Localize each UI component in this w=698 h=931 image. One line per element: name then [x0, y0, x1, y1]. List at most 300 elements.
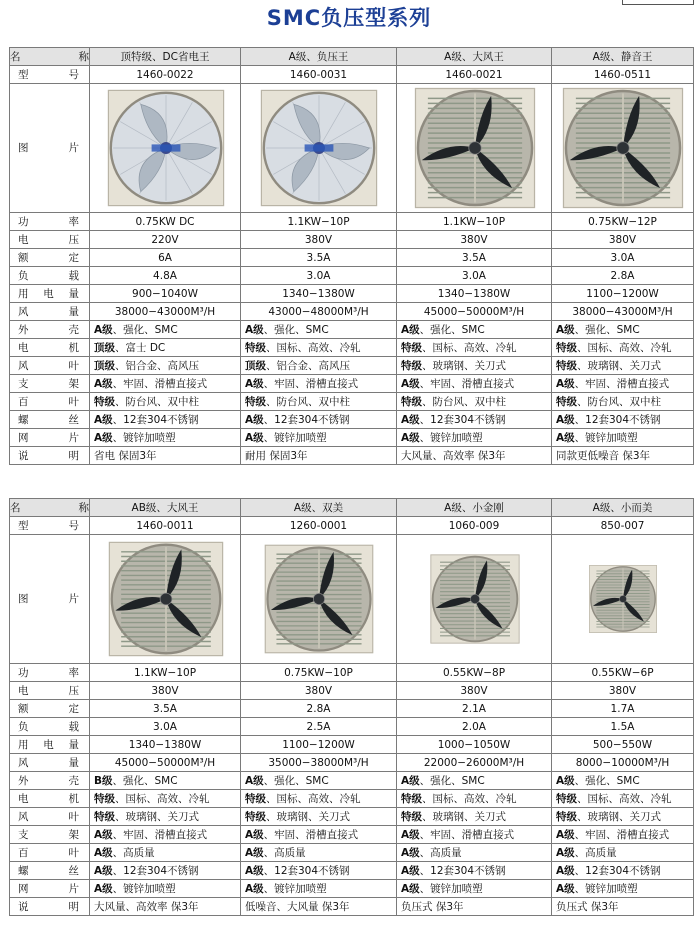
spec-detail: 、12套304不锈钢 — [112, 864, 199, 877]
spec-blade — [90, 808, 241, 826]
spec-consumption: 1340−1380W — [90, 736, 241, 754]
spec-row-power — [10, 664, 694, 682]
spec-detail: 、强化、SMC — [112, 323, 178, 336]
spec-detail: 、国标、高效、冷轧 — [266, 792, 361, 805]
spec-row-net — [10, 429, 694, 447]
spec-airflow: 8000−10000M³/H — [552, 754, 694, 772]
spec-rated: 1.7A — [552, 700, 694, 718]
spec-detail: 、铝合金、高风压 — [115, 359, 199, 372]
spec-shell — [90, 772, 241, 790]
grade-text: A级 — [245, 431, 264, 444]
spec-voltage: 380V — [552, 231, 694, 249]
spec-row-power — [10, 213, 694, 231]
spec-detail: 、强化、SMC — [263, 323, 329, 336]
spec-model: 1460-0022 — [90, 66, 241, 84]
spec-motor — [397, 790, 552, 808]
spec-table-1 — [9, 47, 694, 465]
spec-load: 2.5A — [241, 718, 397, 736]
spec-detail: 、玻璃钢、关刀式 — [577, 359, 661, 372]
spec-airflow: 38000−43000M³/H — [552, 303, 694, 321]
grade-text: A级 — [94, 323, 113, 336]
spec-airflow: 22000−26000M³/H — [397, 754, 552, 772]
fan-image — [552, 535, 694, 664]
grade-text: 特级 — [556, 792, 577, 805]
spec-row-airflow — [10, 303, 694, 321]
spec-voltage: 380V — [397, 231, 552, 249]
row-label: 电机 — [10, 790, 90, 808]
grade-text: A级 — [401, 413, 420, 426]
spec-detail: 、强化、SMC — [112, 774, 178, 787]
spec-row-blade — [10, 357, 694, 375]
spec-detail: 、玻璃钢、关刀式 — [577, 810, 661, 823]
spec-name: A级、小而美 — [552, 499, 694, 517]
spec-detail: 、牢固、滑槽直接式 — [574, 828, 670, 841]
row-label: 名称 — [10, 48, 90, 66]
spec-airflow: 45000−50000M³/H — [397, 303, 552, 321]
spec-load: 3.0A — [241, 267, 397, 285]
spec-detail: 、镀锌加喷塑 — [263, 431, 327, 444]
spec-note: 大风量、高效率 保3年 — [90, 898, 241, 916]
spec-net — [552, 429, 694, 447]
spec-motor — [552, 339, 694, 357]
spec-row-model — [10, 517, 694, 535]
spec-detail: 、强化、SMC — [263, 774, 329, 787]
spec-bracket — [90, 826, 241, 844]
spec-power: 1.1KW−10P — [90, 664, 241, 682]
spec-power: 0.75KW−12P — [552, 213, 694, 231]
spec-note: 低噪音、大风量 保3年 — [241, 898, 397, 916]
fan-image — [241, 535, 397, 664]
spec-detail: 、牢固、滑槽直接式 — [112, 828, 208, 841]
grade-text: 特级 — [401, 810, 422, 823]
row-label: 电机 — [10, 339, 90, 357]
grade-text: 特级 — [556, 395, 577, 408]
grade-text: 顶级 — [94, 341, 115, 354]
spec-net — [241, 880, 397, 898]
row-label: 螺丝 — [10, 862, 90, 880]
spec-screw — [90, 862, 241, 880]
spec-detail: 、高质量 — [419, 846, 462, 859]
spec-detail: 、12套304不锈钢 — [574, 413, 661, 426]
row-label: 型号 — [10, 517, 90, 535]
grade-text: A级 — [401, 774, 420, 787]
spec-louver — [241, 844, 397, 862]
spec-table-2 — [9, 498, 694, 916]
spec-consumption: 500−550W — [552, 736, 694, 754]
spec-row-blade — [10, 808, 694, 826]
spec-load: 2.0A — [397, 718, 552, 736]
spec-shell — [241, 321, 397, 339]
grade-text: 特级 — [556, 359, 577, 372]
spec-consumption: 1100−1200W — [552, 285, 694, 303]
spec-row-note — [10, 898, 694, 916]
spec-detail: 、牢固、滑槽直接式 — [419, 828, 515, 841]
spec-detail: 、国标、高效、冷轧 — [577, 792, 672, 805]
spec-power: 0.75KW−10P — [241, 664, 397, 682]
spec-row-airflow — [10, 754, 694, 772]
spec-power: 0.55KW−8P — [397, 664, 552, 682]
spec-airflow: 35000−38000M³/H — [241, 754, 397, 772]
grade-text: A级 — [401, 377, 420, 390]
grade-text: A级 — [556, 431, 575, 444]
spec-net — [90, 429, 241, 447]
spec-detail: 、牢固、滑槽直接式 — [574, 377, 670, 390]
spec-detail: 、国标、高效、冷轧 — [422, 792, 517, 805]
spec-motor — [241, 790, 397, 808]
row-label: 图片 — [10, 535, 90, 664]
spec-blade — [552, 808, 694, 826]
spec-louver — [90, 844, 241, 862]
spec-model: 1460-0011 — [90, 517, 241, 535]
spec-rated: 3.5A — [241, 249, 397, 267]
spec-net — [552, 880, 694, 898]
grade-text: 顶级 — [245, 359, 266, 372]
grade-text: A级 — [94, 882, 113, 895]
spec-blade — [241, 357, 397, 375]
spec-name: A级、大风王 — [397, 48, 552, 66]
grade-text: A级 — [401, 864, 420, 877]
row-label: 用电量 — [10, 285, 90, 303]
spec-louver — [90, 393, 241, 411]
spec-rated: 6A — [90, 249, 241, 267]
spec-motor — [90, 339, 241, 357]
spec-detail: 、防台风、双中柱 — [266, 395, 350, 408]
spec-row-image — [10, 535, 694, 664]
spec-shell — [397, 772, 552, 790]
spec-model: 1060-009 — [397, 517, 552, 535]
spec-shell — [241, 772, 397, 790]
spec-detail: 、国标、高效、冷轧 — [422, 341, 517, 354]
row-label: 螺丝 — [10, 411, 90, 429]
spec-louver — [397, 393, 552, 411]
spec-power: 1.1KW−10P — [241, 213, 397, 231]
spec-load: 1.5A — [552, 718, 694, 736]
spec-row-louver — [10, 844, 694, 862]
row-label: 网片 — [10, 880, 90, 898]
spec-detail: 、镀锌加喷塑 — [112, 882, 176, 895]
grade-text: 特级 — [401, 341, 422, 354]
spec-power: 0.75KW DC — [90, 213, 241, 231]
spec-shell — [552, 772, 694, 790]
spec-row-shell — [10, 772, 694, 790]
spec-voltage: 380V — [241, 682, 397, 700]
grade-text: A级 — [401, 882, 420, 895]
fan-image — [90, 535, 241, 664]
spec-name: AB级、大风王 — [90, 499, 241, 517]
spec-model: 1460-0031 — [241, 66, 397, 84]
fan-image — [90, 84, 241, 213]
grade-text: A级 — [94, 864, 113, 877]
spec-motor — [90, 790, 241, 808]
spec-consumption: 1100−1200W — [241, 736, 397, 754]
spec-row-name — [10, 48, 694, 66]
row-label: 型号 — [10, 66, 90, 84]
spec-detail: 、国标、高效、冷轧 — [266, 341, 361, 354]
spec-motor — [241, 339, 397, 357]
fan-picture — [106, 88, 226, 208]
grade-text: A级 — [556, 828, 575, 841]
fan-picture — [259, 88, 379, 208]
fan-picture — [413, 86, 537, 210]
grade-text: A级 — [401, 323, 420, 336]
spec-screw — [397, 862, 552, 880]
grade-text: A级 — [556, 774, 575, 787]
spec-motor — [552, 790, 694, 808]
spec-bracket — [241, 375, 397, 393]
spec-detail: 、牢固、滑槽直接式 — [112, 377, 208, 390]
grade-text: A级 — [556, 413, 575, 426]
spec-detail: 、12套304不锈钢 — [112, 413, 199, 426]
spec-voltage: 380V — [241, 231, 397, 249]
fan-picture — [104, 540, 228, 658]
row-label: 说明 — [10, 447, 90, 465]
grade-text: A级 — [401, 828, 420, 841]
grade-text: A级 — [245, 882, 264, 895]
spec-note: 省电 保固3年 — [90, 447, 241, 465]
spec-row-screw — [10, 862, 694, 880]
spec-row-consumption — [10, 736, 694, 754]
grade-text: A级 — [94, 377, 113, 390]
fan-picture — [427, 553, 523, 645]
spec-voltage: 380V — [90, 682, 241, 700]
spec-row-voltage — [10, 231, 694, 249]
row-label: 图片 — [10, 84, 90, 213]
grade-text: 特级 — [401, 395, 422, 408]
grade-text: A级 — [94, 431, 113, 444]
grade-text: A级 — [401, 431, 420, 444]
row-label: 风量 — [10, 754, 90, 772]
spec-detail: 、防台风、双中柱 — [115, 395, 199, 408]
spec-detail: 、镀锌加喷塑 — [419, 431, 483, 444]
spec-net — [397, 429, 552, 447]
grade-text: A级 — [245, 828, 264, 841]
spec-rated: 2.8A — [241, 700, 397, 718]
spec-consumption: 900−1040W — [90, 285, 241, 303]
spec-detail: 、防台风、双中柱 — [577, 395, 661, 408]
grade-text: 特级 — [401, 792, 422, 805]
spec-load: 4.8A — [90, 267, 241, 285]
spec-detail: 、国标、高效、冷轧 — [115, 792, 210, 805]
grade-text: A级 — [94, 413, 113, 426]
spec-row-load — [10, 267, 694, 285]
spec-row-bracket — [10, 826, 694, 844]
grade-text: 特级 — [94, 792, 115, 805]
grade-text: A级 — [94, 846, 113, 859]
spec-bracket — [90, 375, 241, 393]
spec-blade — [241, 808, 397, 826]
row-label: 风叶 — [10, 808, 90, 826]
spec-detail: 、镀锌加喷塑 — [263, 882, 327, 895]
spec-net — [90, 880, 241, 898]
grade-text: A级 — [245, 864, 264, 877]
spec-detail: 、12套304不锈钢 — [419, 864, 506, 877]
spec-power: 0.55KW−6P — [552, 664, 694, 682]
row-label: 功率 — [10, 213, 90, 231]
spec-power: 1.1KW−10P — [397, 213, 552, 231]
row-label: 说明 — [10, 898, 90, 916]
grade-text: B级 — [94, 774, 113, 787]
spec-detail: 、铝合金、高风压 — [266, 359, 350, 372]
spec-motor — [397, 339, 552, 357]
grade-text: A级 — [245, 774, 264, 787]
grade-text: 特级 — [245, 341, 266, 354]
row-label: 名称 — [10, 499, 90, 517]
spec-detail: 、玻璃钢、关刀式 — [422, 359, 506, 372]
spec-detail: 、牢固、滑槽直接式 — [263, 377, 359, 390]
grade-text: A级 — [556, 846, 575, 859]
spec-screw — [241, 411, 397, 429]
spec-louver — [552, 844, 694, 862]
spec-row-consumption — [10, 285, 694, 303]
spec-row-rated — [10, 700, 694, 718]
grade-text: A级 — [556, 864, 575, 877]
grade-text: 特级 — [401, 359, 422, 372]
spec-louver — [241, 393, 397, 411]
spec-model: 1260-0001 — [241, 517, 397, 535]
spec-detail: 、强化、SMC — [419, 774, 485, 787]
spec-detail: 、玻璃钢、关刀式 — [422, 810, 506, 823]
row-label: 负载 — [10, 718, 90, 736]
spec-name: A级、双美 — [241, 499, 397, 517]
grade-text: A级 — [556, 377, 575, 390]
spec-note: 耐用 保固3年 — [241, 447, 397, 465]
row-label: 外壳 — [10, 772, 90, 790]
spec-row-model — [10, 66, 694, 84]
grade-text: 特级 — [94, 395, 115, 408]
spec-model: 850-007 — [552, 517, 694, 535]
spec-net — [397, 880, 552, 898]
spec-detail: 、防台风、双中柱 — [422, 395, 506, 408]
fan-image — [397, 84, 552, 213]
row-label: 风量 — [10, 303, 90, 321]
grade-text: A级 — [245, 377, 264, 390]
row-label: 用电量 — [10, 736, 90, 754]
spec-note: 负压式 保3年 — [397, 898, 552, 916]
row-label: 电压 — [10, 682, 90, 700]
spec-rated: 3.5A — [90, 700, 241, 718]
spec-louver — [552, 393, 694, 411]
spec-row-rated — [10, 249, 694, 267]
spec-row-shell — [10, 321, 694, 339]
fan-image — [397, 535, 552, 664]
spec-blade — [397, 808, 552, 826]
spec-shell — [397, 321, 552, 339]
row-label: 百叶 — [10, 844, 90, 862]
spec-screw — [241, 862, 397, 880]
spec-model: 1460-0511 — [552, 66, 694, 84]
spec-blade — [552, 357, 694, 375]
spec-shell — [90, 321, 241, 339]
spec-screw — [552, 411, 694, 429]
row-label: 外壳 — [10, 321, 90, 339]
fan-image — [241, 84, 397, 213]
spec-detail: 、高质量 — [263, 846, 306, 859]
spec-detail: 、镀锌加喷塑 — [574, 431, 638, 444]
grade-text: A级 — [245, 846, 264, 859]
spec-row-image — [10, 84, 694, 213]
spec-detail: 、镀锌加喷塑 — [574, 882, 638, 895]
grade-text: 特级 — [245, 792, 266, 805]
spec-airflow: 43000−48000M³/H — [241, 303, 397, 321]
fan-picture — [262, 543, 376, 655]
spec-bracket — [397, 375, 552, 393]
spec-net — [241, 429, 397, 447]
spec-row-name — [10, 499, 694, 517]
grade-text: A级 — [245, 323, 264, 336]
row-label: 额定 — [10, 700, 90, 718]
row-label: 风叶 — [10, 357, 90, 375]
grade-text: 特级 — [245, 810, 266, 823]
spec-row-screw — [10, 411, 694, 429]
grade-text: 特级 — [556, 810, 577, 823]
page-title: SMC负压型系列 — [266, 6, 432, 30]
spec-voltage: 220V — [90, 231, 241, 249]
spec-detail: 、高质量 — [112, 846, 155, 859]
spec-detail: 、镀锌加喷塑 — [419, 882, 483, 895]
spec-row-net — [10, 880, 694, 898]
spec-rated: 2.1A — [397, 700, 552, 718]
spec-bracket — [552, 375, 694, 393]
spec-load: 2.8A — [552, 267, 694, 285]
spec-row-bracket — [10, 375, 694, 393]
row-label: 支架 — [10, 375, 90, 393]
row-label: 百叶 — [10, 393, 90, 411]
fan-picture — [561, 86, 685, 210]
spec-detail: 、12套304不锈钢 — [574, 864, 661, 877]
spec-detail: 、镀锌加喷塑 — [112, 431, 176, 444]
spec-airflow: 38000−43000M³/H — [90, 303, 241, 321]
spec-note: 负压式 保3年 — [552, 898, 694, 916]
grade-text: A级 — [401, 846, 420, 859]
spec-detail: 、12套304不锈钢 — [419, 413, 506, 426]
spec-note: 大风量、高效率 保3年 — [397, 447, 552, 465]
spec-detail: 、12套304不锈钢 — [263, 864, 350, 877]
spec-airflow: 45000−50000M³/H — [90, 754, 241, 772]
spec-screw — [397, 411, 552, 429]
grade-text: A级 — [94, 828, 113, 841]
spec-row-motor — [10, 339, 694, 357]
spec-consumption: 1000−1050W — [397, 736, 552, 754]
grade-text: A级 — [556, 323, 575, 336]
spec-rated: 3.0A — [552, 249, 694, 267]
spec-name: A级、小金刚 — [397, 499, 552, 517]
row-label: 支架 — [10, 826, 90, 844]
spec-consumption: 1340−1380W — [241, 285, 397, 303]
spec-bracket — [552, 826, 694, 844]
row-label: 负载 — [10, 267, 90, 285]
spec-row-louver — [10, 393, 694, 411]
spec-detail: 、富士 DC — [115, 341, 166, 354]
spec-voltage: 380V — [397, 682, 552, 700]
spec-row-load — [10, 718, 694, 736]
spec-bracket — [241, 826, 397, 844]
spec-detail: 、玻璃钢、关刀式 — [115, 810, 199, 823]
row-label: 额定 — [10, 249, 90, 267]
fan-image — [552, 84, 694, 213]
spec-note: 同款更低噪音 保3年 — [552, 447, 694, 465]
fan-picture — [588, 564, 658, 634]
spec-detail: 、高质量 — [574, 846, 617, 859]
spec-detail: 、强化、SMC — [419, 323, 485, 336]
spec-name: 顶特级、DC省电王 — [90, 48, 241, 66]
spec-blade — [90, 357, 241, 375]
grade-text: A级 — [245, 413, 264, 426]
spec-detail: 、牢固、滑槽直接式 — [419, 377, 515, 390]
spec-blade — [397, 357, 552, 375]
spec-row-voltage — [10, 682, 694, 700]
spec-load: 3.0A — [397, 267, 552, 285]
spec-detail: 、强化、SMC — [574, 323, 640, 336]
